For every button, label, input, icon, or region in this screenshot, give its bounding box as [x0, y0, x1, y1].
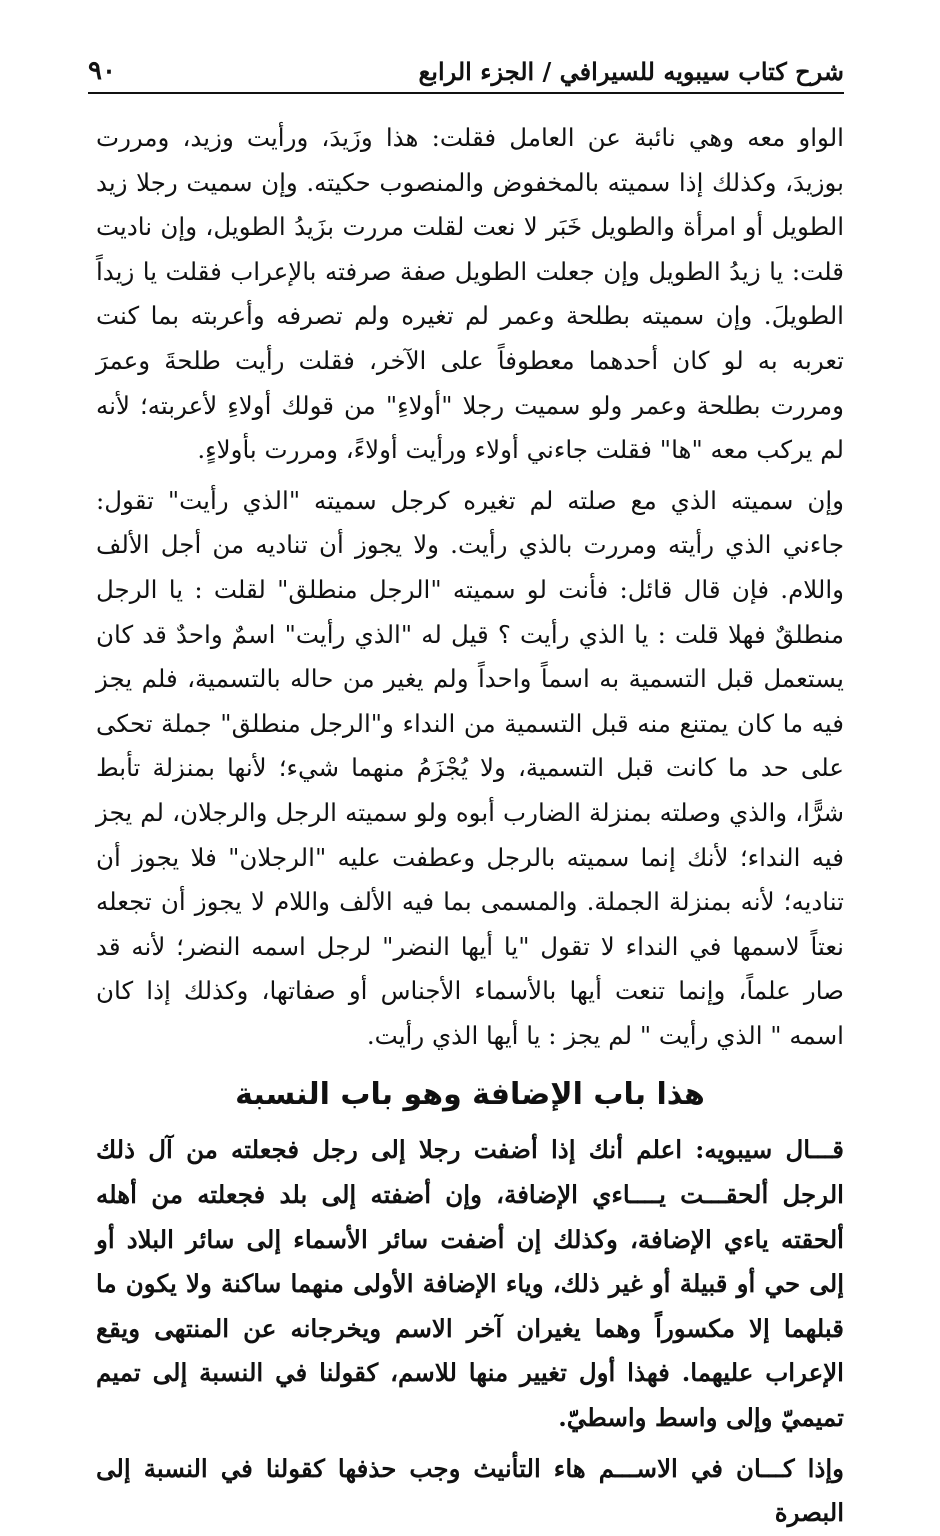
page-number: ٩٠	[88, 56, 116, 86]
section-heading: هذا باب الإضافة وهو باب النسبة	[235, 1077, 705, 1113]
running-title: شرح كتاب سيبويه للسيرافي / الجزء الرابع	[418, 57, 844, 86]
page-header	[88, 52, 844, 94]
body-paragraph-1: الواو معه وهي نائبة عن العامل فقلت: هذا وزَيدَ، ورأيت وزيد، ومررت بوزيدَ، وكذلك إذا سميته بالمخفوض والمنصوب حكيته. وإن سميت رجلا زيد الطويل أو امرأة والطويل خَبَر لا نعت لقلت مررت بزَيدُ الطويل، وإن ناديت قلت: يا زيدُ الطويل وإن جعلت الطويل صفة صرفته بالإعراب فقلت يا زيداً الطويلَ. وإن سميته بطلحة وعمر لم تغيره ولم تصرفه وأعربته بما كنت تعربه به لو كان أحدهما معطوفاً على الآخر، فقلت رأيت طلحةَ وعمرَ ومررت بطلحة وعمر ولو سميت رجلا "أولاءِ" من قولك أولاءِ لأعربته؛ لأنه لم يركب معه "ها" فقلت جاءني أولاء ورأيت أولاءً، ومررت بأولاءٍ.	[96, 123, 844, 465]
body-paragraph-2: وإن سميته الذي مع صلته لم تغيره كرجل سميته "الذي رأيت" تقول: جاءني الذي رأيته ومررت بالذي رأيت. ولا يجوز أن تناديه من أجل الألف واللام. فإن قال قائل: فأنت لو سميته "الرجل منطلق" لقلت : يا الرجل منطلقٌ فهلا قلت : يا الذي رأيت ؟ قيل له "الذي رأيت" اسمٌ واحدٌ قد كان يستعمل قبل التسمية به اسماً واحداً ولم يغير من حاله بالتسمية، فلم يجز فيه ما كان يمتنع منه قبل التسمية من النداء و"الرجل منطلق" جملة تحكى على حد ما كانت قبل التسمية، ولا يُجْزَمُ منهما شيء؛ لأنها بمنزلة تأبط شرًّا، والذي وصلته بمنزلة الضارب أبوه ولو سميته الرجل والرجلان، لم يجز فيه النداء؛ لأنك إنما سميته بالرجل وعطفت عليه "الرجلان" فلا يجوز أن تناديه؛ لأنه بمنزلة الجملة. والمسمى بما فيه الألف واللام لا يجوز أن تجعله نعتاً لاسمها في النداء لا تقول "يا أيها النضر" لرجل اسمه النضر؛ لأنه قد صار علماً، وإنما تنعت أيها بالأسماء الأجناس أو صفاتها، وكذلك إذا كان اسمه " الذي رأيت " لم يجز : يا أيها الذي رأيت.	[96, 485, 844, 1050]
section-paragraph-1: قـــال سيبويه: اعلم أنك إذا أضفت رجلا إلى رجل فجعلته من آل ذلك الرجل ألحقـــت يــــاءي الإضافة، وإن أضفته إلى بلد فجعلته من أهله ألحقته ياءي الإضافة، وكذلك إن أضفت سائر الأسماء إلى سائر البلاد أو إلى حي أو قبيلة أو غير ذلك، وياء الإضافة الأولى منهما ساكنة ولا يكون ما قبلهما إلا مكسوراً وهما يغيران آخر الاسم ويخرجانه عن المنتهى ويقع الإعراب عليهما. فهذا أول تغيير منها للاسم، كقولنا في النسبة إلى تميم تميميّ وإلى واسط واسطيّ.	[96, 1135, 844, 1433]
page-body	[96, 116, 844, 1536]
section-paragraph-2: وإذا كـــان في الاســـم هاء التأنيث وجب حذفها كقولنا في النسبة إلى البصرة	[96, 1453, 844, 1528]
